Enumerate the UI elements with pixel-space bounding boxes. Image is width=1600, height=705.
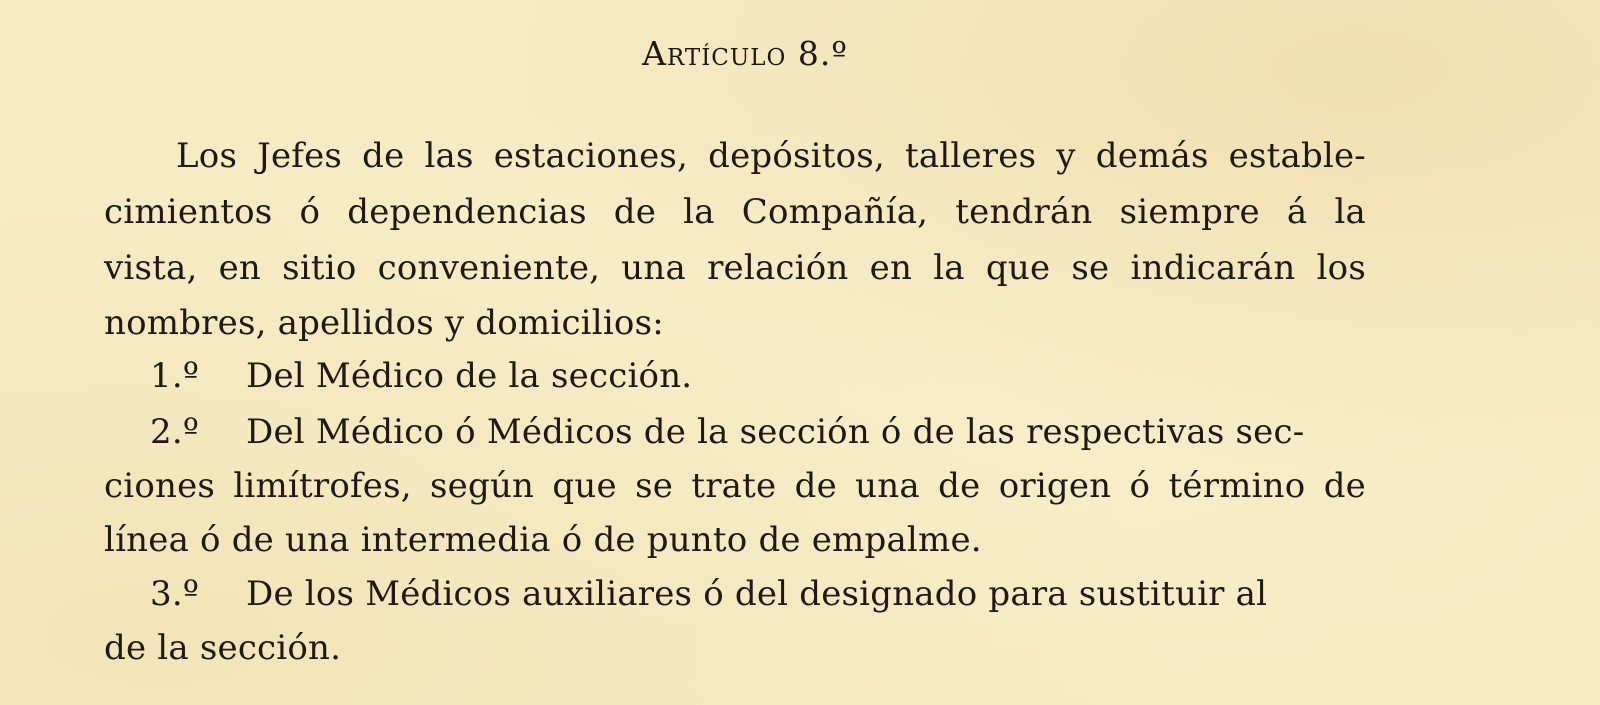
list-item xyxy=(104,574,1366,614)
list-item-continuation: ciones limítrofes, según que se trate de una de origen ó término de xyxy=(104,466,1366,506)
list-item-continuation: línea ó de una intermedia ó de punto de empalme. xyxy=(104,520,982,560)
article-heading: Artículo 8.º xyxy=(642,34,848,73)
paragraph-line: Los Jefes de las estaciones, depósitos, talleres y demás estable- xyxy=(176,136,1366,176)
list-item xyxy=(104,356,1366,396)
list-item-text: Del Médico de la sección. xyxy=(246,356,693,396)
list-item-number: 1.º xyxy=(150,356,200,396)
list-item-number: 3.º xyxy=(150,574,200,614)
paragraph-line: vista, en sitio conveniente, una relación en la que se indicarán los xyxy=(104,248,1366,288)
list-item-continuation: de la sección. xyxy=(104,628,342,668)
list-item-text: Del Médico ó Médicos de la sección ó de las respectivas sec- xyxy=(246,412,1305,452)
list-item-text: De los Médicos auxiliares ó del designado para sustituir al xyxy=(246,574,1268,614)
paragraph-line: cimientos ó dependencias de la Compañía, tendrán siempre á la xyxy=(104,192,1366,232)
list-item-number: 2.º xyxy=(150,412,200,452)
paragraph-line: nombres, apellidos y domicilios: xyxy=(104,303,664,343)
list-item xyxy=(104,412,1366,452)
